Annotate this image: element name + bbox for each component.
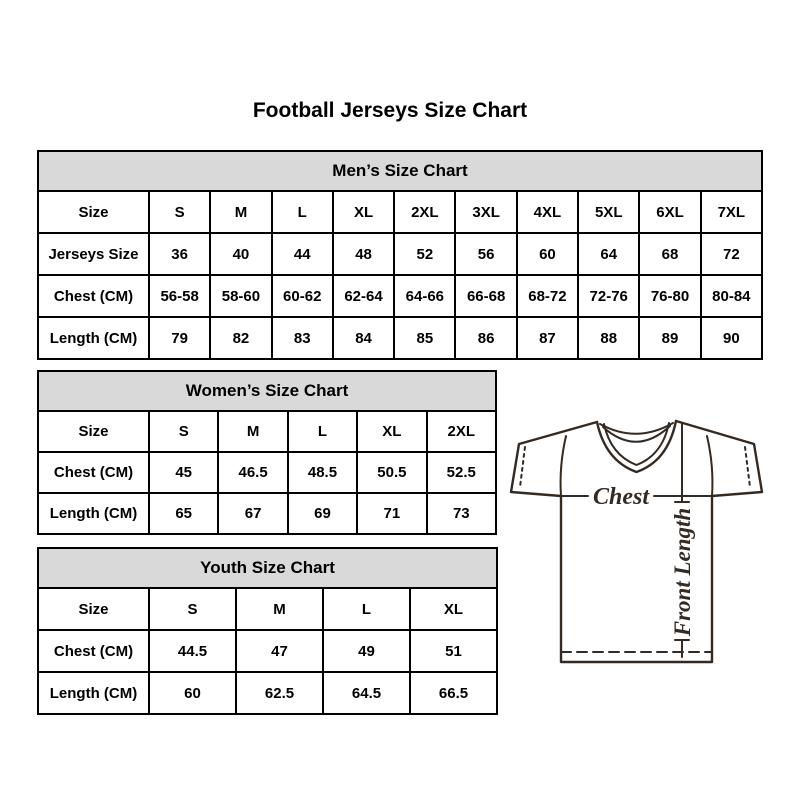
cell-value: 7XL bbox=[701, 191, 762, 233]
cell-value: 47 bbox=[236, 630, 323, 672]
table-header-row bbox=[38, 548, 497, 588]
cell-value: 64 bbox=[578, 233, 639, 275]
table-title: Men’s Size Chart bbox=[38, 151, 762, 191]
cell-value: 52.5 bbox=[427, 452, 496, 493]
cell-value: L bbox=[272, 191, 333, 233]
front-length-label: Front Length bbox=[670, 507, 695, 637]
cell-value: 82 bbox=[210, 317, 271, 359]
cell-value: L bbox=[288, 411, 357, 452]
cell-value: 49 bbox=[323, 630, 410, 672]
cell-value: 3XL bbox=[455, 191, 516, 233]
row-label: Length (CM) bbox=[38, 672, 149, 714]
row-label: Jerseys Size bbox=[38, 233, 149, 275]
table-title: Women’s Size Chart bbox=[38, 371, 496, 411]
youth-size-table bbox=[37, 547, 498, 715]
row-label: Length (CM) bbox=[38, 317, 149, 359]
cell-value: 68-72 bbox=[517, 275, 578, 317]
cell-value: 76-80 bbox=[639, 275, 700, 317]
cell-value: 6XL bbox=[639, 191, 700, 233]
mens-size-table bbox=[37, 150, 763, 360]
table-row bbox=[38, 630, 497, 672]
cell-value: 64.5 bbox=[323, 672, 410, 714]
table-header-row bbox=[38, 151, 762, 191]
cell-value: 66-68 bbox=[455, 275, 516, 317]
cell-value: 2XL bbox=[394, 191, 455, 233]
cell-value: XL bbox=[410, 588, 497, 630]
cell-value: 4XL bbox=[517, 191, 578, 233]
cell-value: M bbox=[218, 411, 287, 452]
cell-value: 87 bbox=[517, 317, 578, 359]
cell-value: 5XL bbox=[578, 191, 639, 233]
table-header-row bbox=[38, 371, 496, 411]
cell-value: 72 bbox=[701, 233, 762, 275]
table-row bbox=[38, 493, 496, 534]
left-cuff-dash bbox=[520, 447, 525, 487]
cell-value: S bbox=[149, 191, 210, 233]
cell-value: 60-62 bbox=[272, 275, 333, 317]
cell-value: 68 bbox=[639, 233, 700, 275]
cell-value: 66.5 bbox=[410, 672, 497, 714]
cell-value: 71 bbox=[357, 493, 426, 534]
row-label: Chest (CM) bbox=[38, 452, 149, 493]
page-title: Football Jerseys Size Chart bbox=[252, 99, 528, 122]
cell-value: 62-64 bbox=[333, 275, 394, 317]
cell-value: 65 bbox=[149, 493, 218, 534]
jersey-left-seam bbox=[561, 436, 566, 496]
cell-value: M bbox=[210, 191, 271, 233]
chest-label: Chest bbox=[592, 484, 650, 510]
table-row bbox=[38, 275, 762, 317]
table-row bbox=[38, 233, 762, 275]
row-label: Size bbox=[38, 411, 149, 452]
cell-value: 36 bbox=[149, 233, 210, 275]
cell-value: 2XL bbox=[427, 411, 496, 452]
cell-value: 67 bbox=[218, 493, 287, 534]
cell-value: 88 bbox=[578, 317, 639, 359]
cell-value: 44.5 bbox=[149, 630, 236, 672]
cell-value: 40 bbox=[210, 233, 271, 275]
cell-value: 89 bbox=[639, 317, 700, 359]
cell-value: 72-76 bbox=[578, 275, 639, 317]
cell-value: 45 bbox=[149, 452, 218, 493]
table-row bbox=[38, 672, 497, 714]
cell-value: 79 bbox=[149, 317, 210, 359]
cell-value: M bbox=[236, 588, 323, 630]
cell-value: 56 bbox=[455, 233, 516, 275]
cell-value: XL bbox=[333, 191, 394, 233]
cell-value: 44 bbox=[272, 233, 333, 275]
cell-value: S bbox=[149, 588, 236, 630]
jersey-diagram bbox=[504, 414, 766, 666]
cell-value: 60 bbox=[149, 672, 236, 714]
row-label: Chest (CM) bbox=[38, 275, 149, 317]
cell-value: 62.5 bbox=[236, 672, 323, 714]
table-row bbox=[38, 317, 762, 359]
jersey-left-sleeve bbox=[511, 422, 597, 496]
cell-value: 60 bbox=[517, 233, 578, 275]
cell-value: XL bbox=[357, 411, 426, 452]
row-label: Length (CM) bbox=[38, 493, 149, 534]
cell-value: 56-58 bbox=[149, 275, 210, 317]
cell-value: L bbox=[323, 588, 410, 630]
row-label: Chest (CM) bbox=[38, 630, 149, 672]
cell-value: 52 bbox=[394, 233, 455, 275]
row-label: Size bbox=[38, 588, 149, 630]
right-cuff-dash bbox=[745, 447, 750, 487]
row-label: Size bbox=[38, 191, 149, 233]
cell-value: 90 bbox=[701, 317, 762, 359]
cell-value: 80-84 bbox=[701, 275, 762, 317]
cell-value: 84 bbox=[333, 317, 394, 359]
cell-value: 48 bbox=[333, 233, 394, 275]
cell-value: 69 bbox=[288, 493, 357, 534]
cell-value: 48.5 bbox=[288, 452, 357, 493]
cell-value: 83 bbox=[272, 317, 333, 359]
womens-size-table bbox=[37, 370, 497, 535]
table-row bbox=[38, 588, 497, 630]
cell-value: 58-60 bbox=[210, 275, 271, 317]
table-title: Youth Size Chart bbox=[38, 548, 497, 588]
table-row bbox=[38, 411, 496, 452]
cell-value: 73 bbox=[427, 493, 496, 534]
table-row bbox=[38, 452, 496, 493]
cell-value: 46.5 bbox=[218, 452, 287, 493]
cell-value: 50.5 bbox=[357, 452, 426, 493]
cell-value: 51 bbox=[410, 630, 497, 672]
jersey-right-seam bbox=[707, 436, 712, 496]
cell-value: S bbox=[149, 411, 218, 452]
cell-value: 86 bbox=[455, 317, 516, 359]
table-row bbox=[38, 191, 762, 233]
cell-value: 85 bbox=[394, 317, 455, 359]
cell-value: 64-66 bbox=[394, 275, 455, 317]
